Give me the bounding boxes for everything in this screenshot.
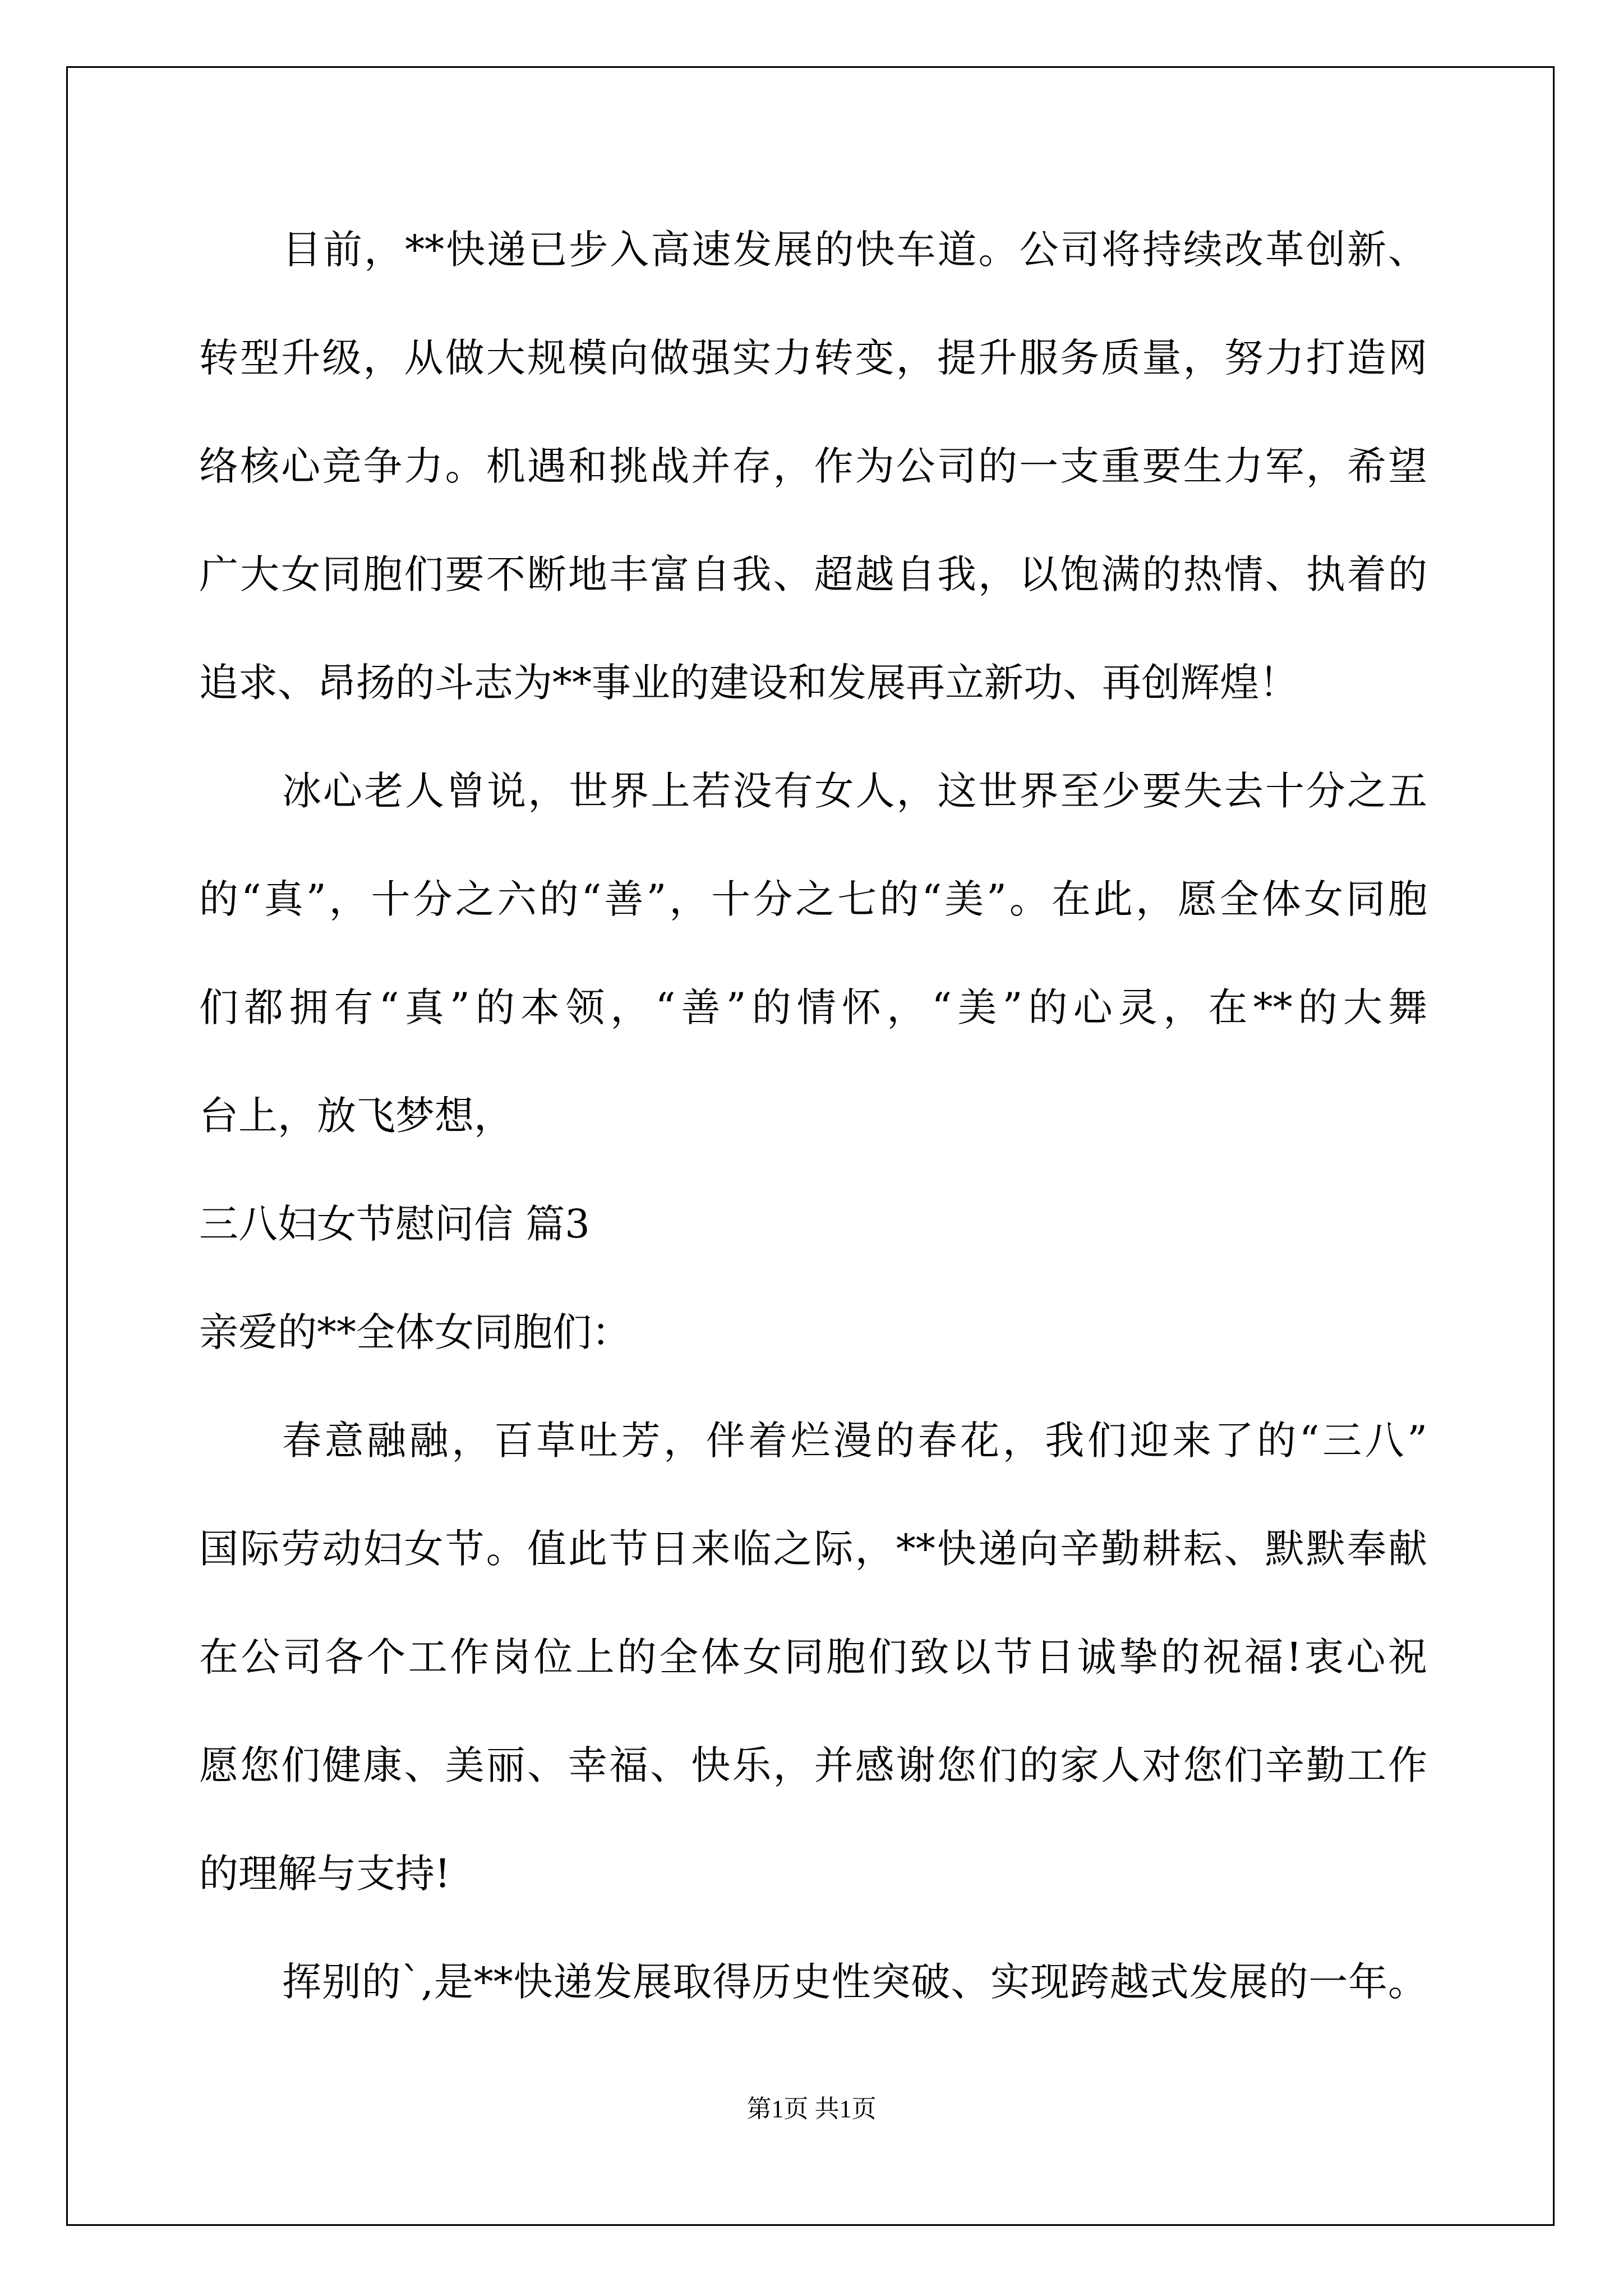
text-line: 台上，放飞梦想， — [199, 1093, 513, 1139]
text-line: 国际劳动妇女节。值此节日来临之际，**快递向辛勤耕耘、默默奉献 — [199, 1526, 1427, 1572]
section-heading: 三八妇女节慰问信 篇3 — [199, 1201, 590, 1247]
text-line: 转型升级，从做大规模向做强实力转变，提升服务质量，努力打造网 — [199, 335, 1427, 381]
text-line: 愿您们健康、美丽、幸福、快乐，并感谢您们的家人对您们辛勤工作 — [199, 1742, 1427, 1788]
text-line: 的理解与支持! — [199, 1851, 451, 1897]
text-line: 挥别的`,是**快递发展取得历史性突破、实现跨越式发展的一年。 — [282, 1959, 1427, 2005]
text-line: 的“真”，十分之六的“善”，十分之七的“美”。在此，愿全体女同胞 — [199, 876, 1427, 922]
text-line: 在公司各个工作岗位上的全体女同胞们致以节日诚挚的祝福!衷心祝 — [199, 1634, 1427, 1680]
salutation: 亲爱的**全体女同胞们： — [199, 1309, 631, 1355]
text-line: 们都拥有“真”的本领，“善”的情怀，“美”的心灵，在**的大舞 — [199, 984, 1427, 1030]
text-line: 冰心老人曾说，世界上若没有女人，这世界至少要失去十分之五 — [282, 768, 1427, 814]
page-number-footer: 第1页 共1页 — [746, 2095, 877, 2123]
text-line: 春意融融，百草吐芳，伴着烂漫的春花，我们迎来了的“三八” — [282, 1418, 1427, 1464]
text-line: 目前，**快递已步入高速发展的快车道。公司将持续改革创新、 — [282, 227, 1427, 273]
page-border — [66, 66, 1555, 2226]
text-line: 广大女同胞们要不断地丰富自我、超越自我，以饱满的热情、执着的 — [199, 551, 1427, 597]
text-line: 追求、昂扬的斗志为**事业的建设和发展再立新功、再创辉煌！ — [199, 660, 1298, 706]
text-line: 络核心竞争力。机遇和挑战并存，作为公司的一支重要生力军，希望 — [199, 443, 1427, 489]
